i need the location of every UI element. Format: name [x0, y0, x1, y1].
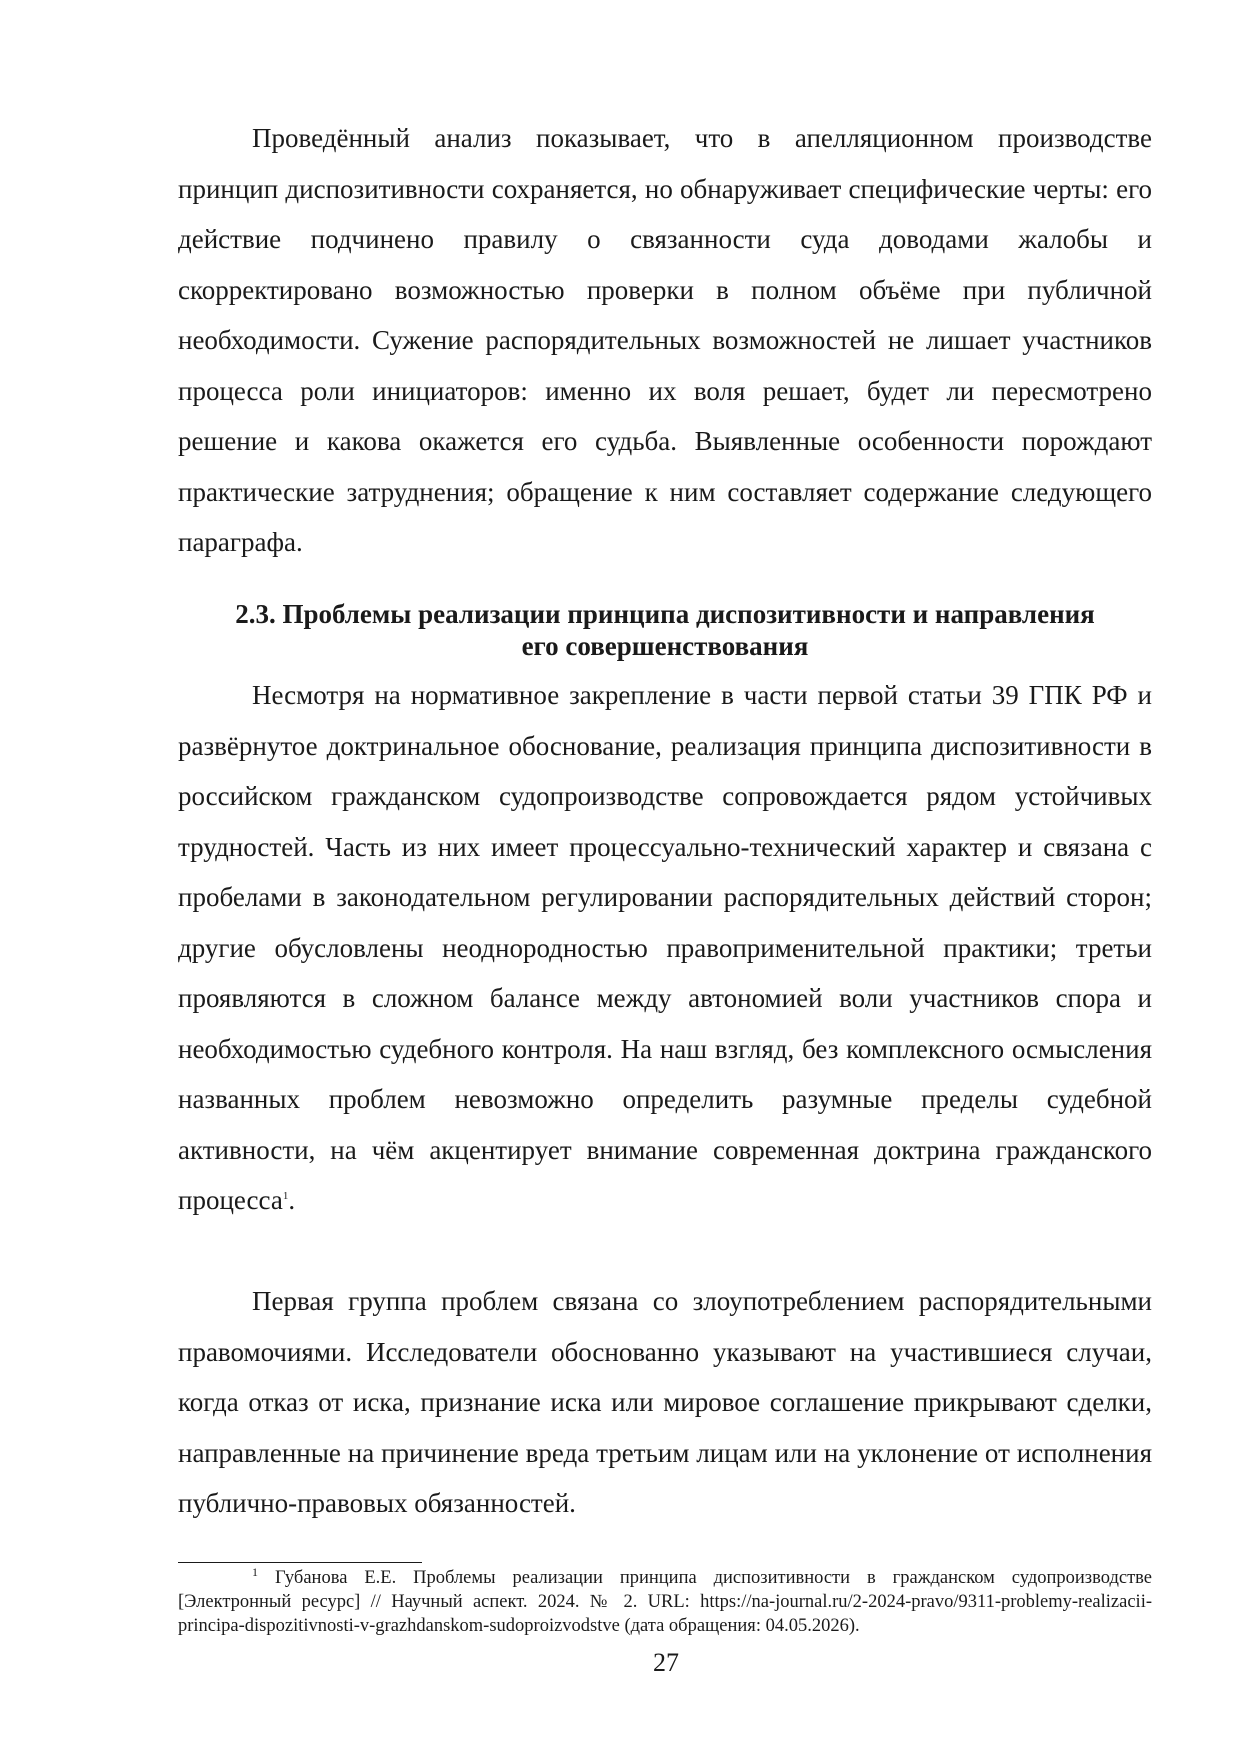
section-heading [178, 598, 1152, 662]
section-heading-line-2: его совершенствования [521, 631, 809, 661]
footnote-separator [178, 1562, 422, 1563]
footnote [178, 1566, 1152, 1638]
page-number: 27 [653, 1648, 679, 1677]
paragraph-problems-intro [178, 670, 1152, 1226]
footnote-number: 1 [252, 1564, 258, 1579]
paragraph-first-problem-group: Первая группа проблем связана со злоупотреблением распорядительными правомочиями. Исследователи обоснованно указывают на участившиеся случаи, когда отказ от иска, признание иска или мировое соглашение прикрывают сделки, направленные на причинение вреда третьим лицам или на уклонение от исполнения публично-правовых обязанностей. [178, 1286, 1152, 1518]
paragraph-problems-intro-text: Несмотря на нормативное закрепление в части первой статьи 39 ГПК РФ и развёрнутое доктринальное обоснование, реализация принципа диспозитивности в российском гражданском судопроизводстве сопровождается рядом устойчивых трудностей. Часть из них имеет процессуально-технический характер и связана с пробелами в законодательном регулировании распорядительных действий сторон; другие обусловлены неоднородностью правоприменительной практики; третьи проявляются в сложном балансе между автономией воли участников спора и необходимостью судебного контроля. На наш взгляд, без комплексного осмысления названных проблем невозможно определить разумные пределы судебной активности, на чём акцентирует внимание современная доктрина гражданского процесса [178, 680, 1152, 1215]
paragraph-problems-intro-end: . [288, 1185, 296, 1215]
footnote-reference[interactable]: 1 [282, 1190, 289, 1202]
section-heading-line-1: 2.3. Проблемы реализации принципа диспозитивности и направления [235, 599, 1095, 629]
paragraph-analysis-summary: Проведённый анализ показывает, что в апелляционном производстве принцип диспозитивности сохраняется, но обнаруживает специфические черты: его действие подчинено правилу о связанности суда доводами жалобы и скорректировано возможностью проверки в полном объёме при публичной необходимости. Сужение распорядительных возможностей не лишает участников процесса роли инициаторов: именно их воля решает, будет ли пересмотрено решение и какова окажется его судьба. Выявленные особенности порождают практические затруднения; обращение к ним составляет содержание следующего параграфа. [178, 123, 1152, 557]
footnote-text: Губанова Е.Е. Проблемы реализации принципа диспозитивности в гражданском судопроизводстве [Электронный ресурс] // Научный аспект. 2024. № 2. URL: https://na-journal.ru/2-2024-pravo/9311-problemy-realizacii-principa-dispozitivnosti-v-grazhdanskom-sudoproizvodstve (дата обращения: 04.05.2026). [178, 1568, 1152, 1636]
